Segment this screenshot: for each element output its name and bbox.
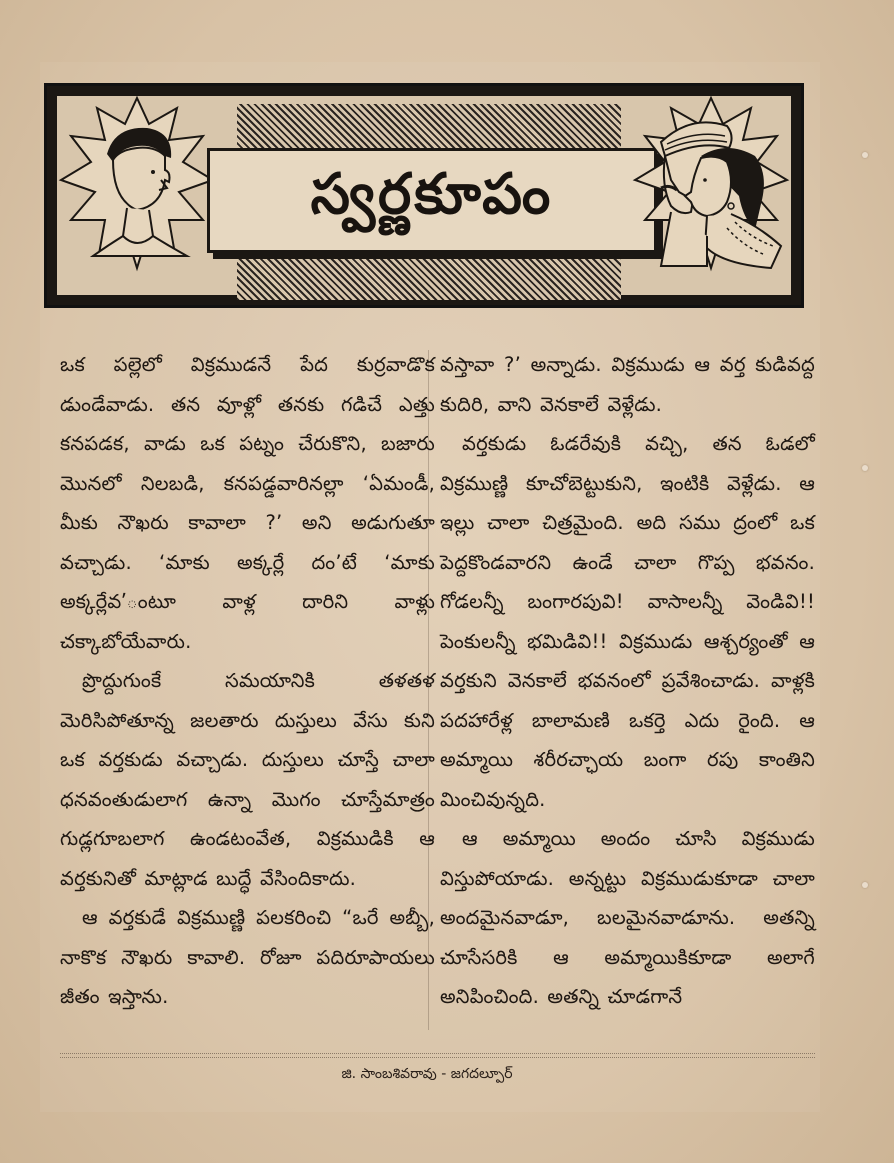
story-title: స్వర్ణకూపం [310,160,554,227]
column-divider [428,350,429,1030]
story-paragraph: వర్తకుడు ఓడరేవుకి వచ్చి, తన ఓడలో విక్రముణ్ణి కూచోబెట్టుకుని, ఇంటికి వెళ్లేడు. ఆ ఇల్లు చాలా చిత్రమైంది. అది సము ద్రంలో ఒక పెద్దకొండవారని ఉండే చాలా గొప్ప భవనం. గోడలన్నీ బంగారపువి! వాసాలన్నీ వెండివి!! పెంకులన్నీ భమిడివి!! విక్రముడు ఆశ్చర్యంతో ఆ వర్తకుని వెనకాలే భవనంలో ప్రవేశించాడు. వాళ్లకి పదహారేళ్ల బాలామణి ఒకర్తె ఎదు రైంది. ఆ అమ్మాయి శరీరచ్ఛాయ బంగా రపు కాంతిని మించివున్నది. [440,432,815,811]
story-paragraph: వస్తావా ?’ అన్నాడు. విక్రముడు ఆ వర్త కుడివద్ద కుదిరి, వాని వెనకాలే వెళ్లేడు. [440,353,815,416]
story-paragraph: ప్రొద్దుగుంకే సమయానికి తళతళ మెరిసిపోతూన్న జలతారు దుస్తులు వేసు కుని ఒక వర్తకుడు వచ్చాడు. దుస్తులు చూస్తే చాలా ధనవంతుడులాగ ఉన్నా మొగం చూస్తేమాత్రం గుడ్లగూబలాగ ఉండటంవేత, విక్రముడికి ఆ వర్తకునితో మాట్లాడ బుద్ధే వేసిందికాదు. [60,669,435,890]
footer-rule [60,1053,815,1058]
story-column-right [440,345,815,1017]
author-credit: జి. సాంబశివరావు - జగదల్పూర్ [341,1066,513,1082]
story-paragraph: ఆ వర్తకుడే విక్రముణ్ణి పలకరించి “ఒరే అబ్బీ, నాకొక నౌఖరు కావాలి. రోజూ పదిరూపాయలు జీతం ఇస్తాను. [60,906,435,1008]
paper-hole [862,152,868,158]
paper-hole [862,882,868,888]
boy-portrait-illustration [57,96,217,296]
title-banner [44,83,804,308]
story-paragraph: ఒక పల్లెలో విక్రముడనే పేద కుర్రవాడొక డుండేవాడు. తన వూళ్లో తనకు గడిచే ఎత్తు కనపడక, వాడు ఒక పట్నం చేరుకొని, బజారు మొనలో నిలబడి, కనపడ్డవారినల్లా ‘ఏమండీ, మీకు నౌఖరు కావాలా ?’ అని అడుగుతూ వచ్చాడు. ‘మాకు అక్కర్లే దం’టే ‘మాకు అక్కర్లేవ’ంటూ వాళ్ల దారిని వాళ్లు చక్కాబోయేవారు. [60,353,435,653]
story-paragraph: ఆ అమ్మాయి అందం చూసి విక్రముడు విస్తుపోయాడు. అన్నట్టు విక్రముడుకూడా చాలా అందమైనవాడూ, బలమైనవాడూను. అతన్ని చూసేసరికి ఆ అమ్మాయికికూడా అలాగే అనిపించింది. అతన్ని చూడగానే [440,827,815,1008]
story-column-left [60,345,435,1017]
paper-hole [862,465,868,471]
title-box [207,148,657,253]
banner-inner [57,96,791,295]
couple-portrait-illustration [631,96,791,296]
